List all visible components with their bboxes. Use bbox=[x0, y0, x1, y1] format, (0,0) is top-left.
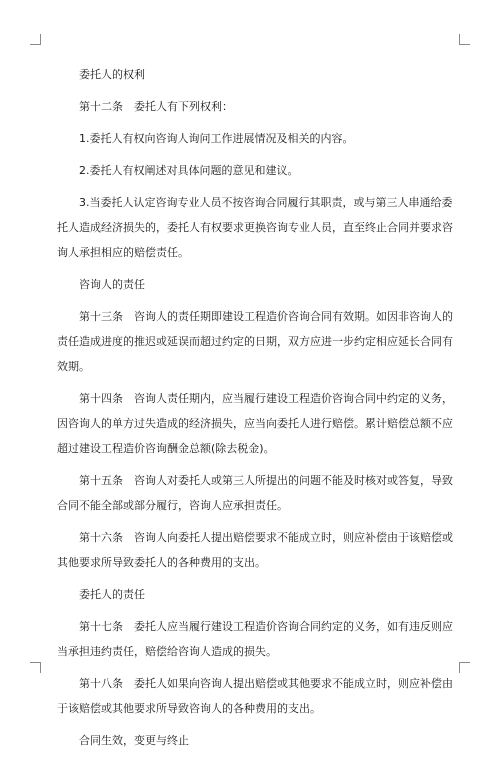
clause-2: 2.委托人有权阐述对具体问题的意见和建议。 bbox=[79, 164, 299, 177]
crop-mark-bottom-left bbox=[30, 662, 41, 673]
section-heading-consultant-liability: 咨询人的责任 bbox=[79, 278, 145, 291]
article-15: 第十五条 咨询人对委托人或第三人所提出的问题不能及时核对或答复，导致合同不能全部或部分履行，咨询人应承担责任。 bbox=[57, 474, 453, 512]
section-heading-principal-rights: 委托人的权利 bbox=[79, 68, 145, 81]
clause-3: 3.当委托人认定咨询专业人员不按咨询合同履行其职责，或与第三人串通给委托人造成经济损失的，委托人有权要求更换咨询专业人员，直至终止合同并要求咨询人承担相应的赔偿责任。 bbox=[57, 196, 453, 259]
section-heading-contract-effect: 合同生效，变更与终止 bbox=[79, 734, 189, 747]
section-heading-principal-liability: 委托人的责任 bbox=[79, 588, 145, 601]
crop-mark-top-left bbox=[30, 34, 41, 45]
article-16: 第十六条 咨询人向委托人提出赔偿要求不能成立时，则应补偿由于该赔偿或其他要求所导致委托人的各种费用的支出。 bbox=[57, 531, 453, 569]
clause-1: 1.委托人有权向咨询人询问工作进展情况及相关的内容。 bbox=[79, 132, 354, 145]
article-12: 第十二条 委托人有下列权利： bbox=[79, 100, 233, 113]
crop-mark-bottom-right bbox=[459, 662, 470, 673]
document-body bbox=[57, 62, 453, 760]
article-14: 第十四条 咨询人责任期内，应当履行建设工程造价咨询合同中约定的义务，因咨询人的单方过失造成的经济损失，应当向委托人进行赔偿。累计赔偿总额不应超过建设工程造价咨询酬金总额(除去税金)。 bbox=[57, 392, 453, 455]
article-17: 第十七条 委托人应当履行建设工程造价咨询合同约定的义务，如有违反则应当承担违约责任，赔偿给咨询人造成的损失。 bbox=[57, 620, 453, 658]
article-13: 第十三条 咨询人的责任期即建设工程造价咨询合同有效期。如因非咨询人的责任造成进度的推迟或延误而超过约定的日期，双方应进一步约定相应延长合同有效期。 bbox=[57, 310, 453, 373]
crop-mark-top-right bbox=[459, 34, 470, 45]
article-18: 第十八条 委托人如果向咨询人提出赔偿或其他要求不能成立时，则应补偿由于该赔偿或其他要求所导致咨询人的各种费用的支出。 bbox=[57, 677, 453, 715]
